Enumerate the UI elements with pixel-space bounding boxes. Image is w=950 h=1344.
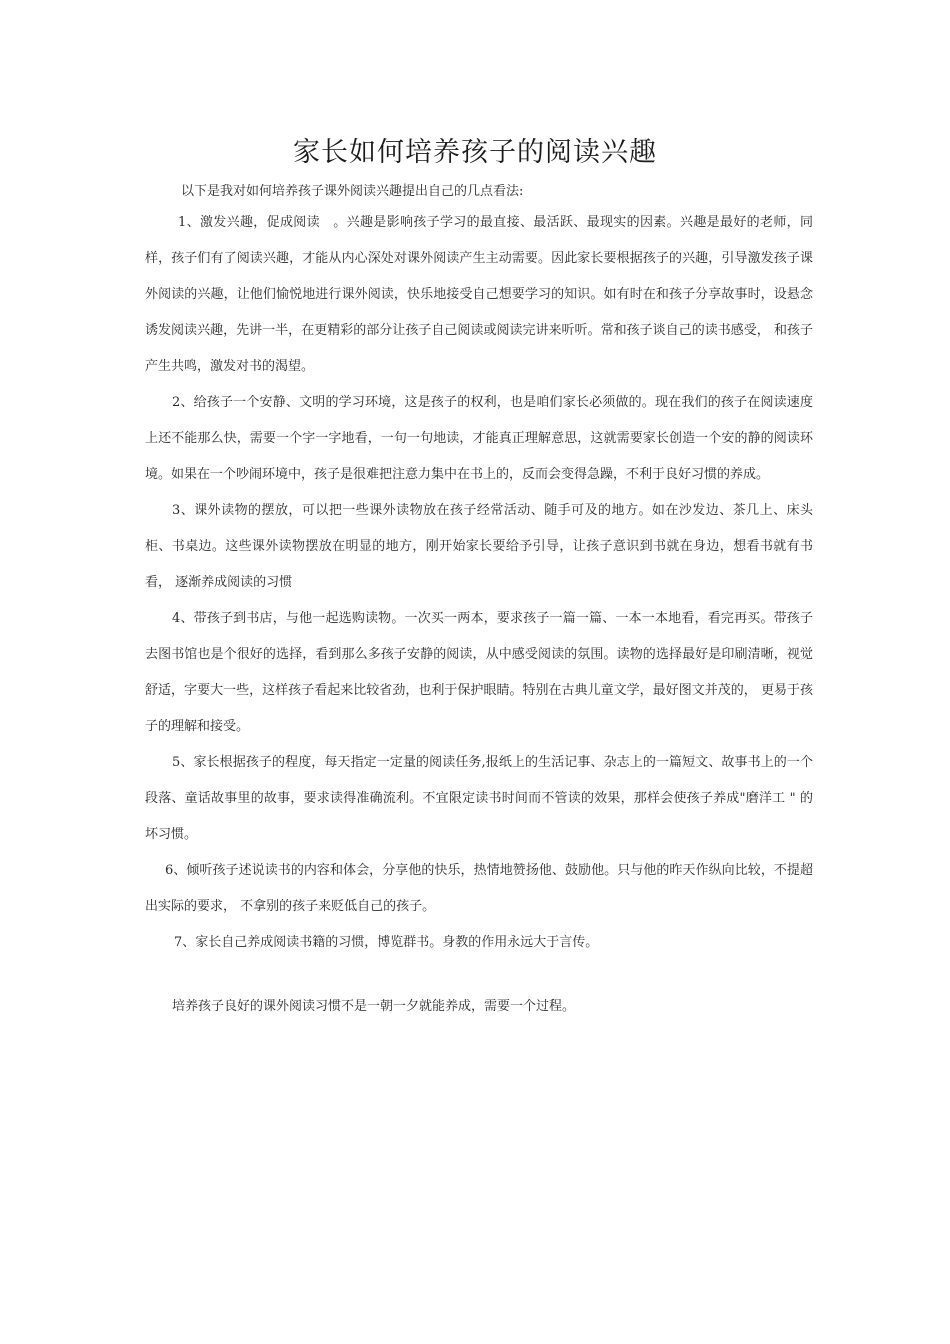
document-body (145, 205, 813, 961)
paragraph-5: 5、家长根据孩子的程度，每天指定一定量的阅读任务,报纸上的生活记事、杂志上的一篇短文、故事书上的一个段落、童话故事里的故事，要求读得准确流利。不宜限定读书时间而不管读的效果，那样会使孩子养成"磨洋工 " 的坏习惯。 (145, 755, 813, 842)
document-title: 家长如何培养孩子的阅读兴趣 (293, 137, 657, 168)
paragraph-2: 2、给孩子一个安静、文明的学习环境，这是孩子的权利，也是咱们家长必须做的。现在我们的孩子在阅读速度上还不能那么快，需要一个字一字地看，一句一句地读，才能真正理解意思，这就需要家长创造一个安的静的阅读环境。如果在一个吵闹环境中，孩子是很难把注意力集中在书上的，反而会变得急躁，不利于良好习惯的养成。 (145, 395, 813, 482)
paragraph-6: 6、倾听孩子述说读书的内容和体会，分享他的快乐，热情地赞扬他、鼓励他。只与他的昨天作纵向比较，不提超出实际的要求， 不拿别的孩子来贬低自己的孩子。 (145, 863, 813, 914)
paragraph-4: 4、带孩子到书店，与他一起选购读物。一次买一两本，要求孩子一篇一篇、一本一本地看，看完再买。带孩子去图书馆也是个很好的选择，看到那么多孩子安静的阅读，从中感受阅读的氛围。读物的选择最好是印刷清晰，视觉舒适，字要大一些，这样孩子看起来比较省劲，也利于保护眼睛。特别在古典儿童文学，最好图文并茂的， 更易于孩子的理解和接受。 (145, 611, 813, 734)
paragraph-1: 1、激发兴趣，促成阅读 。兴趣是影响孩子学习的最直接、最活跃、最现实的因素。兴趣是最好的老师，同样，孩子们有了阅读兴趣，才能从内心深处对课外阅读产生主动需要。因此家长要根据孩子的兴趣，引导激发孩子课外阅读的兴趣，让他们愉悦地进行课外阅读，快乐地接受自己想要学习的知识。如有时在和孩子分享故事时，设悬念诱发阅读兴趣，先讲一半，在更精彩的部分让孩子自己阅读或阅读完讲来听听。常和孩子谈自己的读书感受， 和孩子产生共鸣，激发对书的渴望。 (145, 215, 813, 374)
paragraph-3: 3、课外读物的摆放，可以把一些课外读物放在孩子经常活动、随手可及的地方。如在沙发边、茶几上、床头柜、书桌边。这些课外读物摆放在明显的地方，刚开始家长要给予引导，让孩子意识到书就在身边，想看书就有书看， 逐渐养成阅读的习惯 (145, 503, 813, 590)
paragraph-7: 7、家长自己养成阅读书籍的习惯，博览群书。身教的作用永远大于言传。 (174, 935, 599, 950)
closing-paragraph: 培养孩子良好的课外阅读习惯不是一朝一夕就能养成，需要一个过程。 (172, 999, 576, 1014)
intro-paragraph: 以下是我对如何培养孩子课外阅读兴趣提出自己的几点看法: (181, 184, 524, 199)
